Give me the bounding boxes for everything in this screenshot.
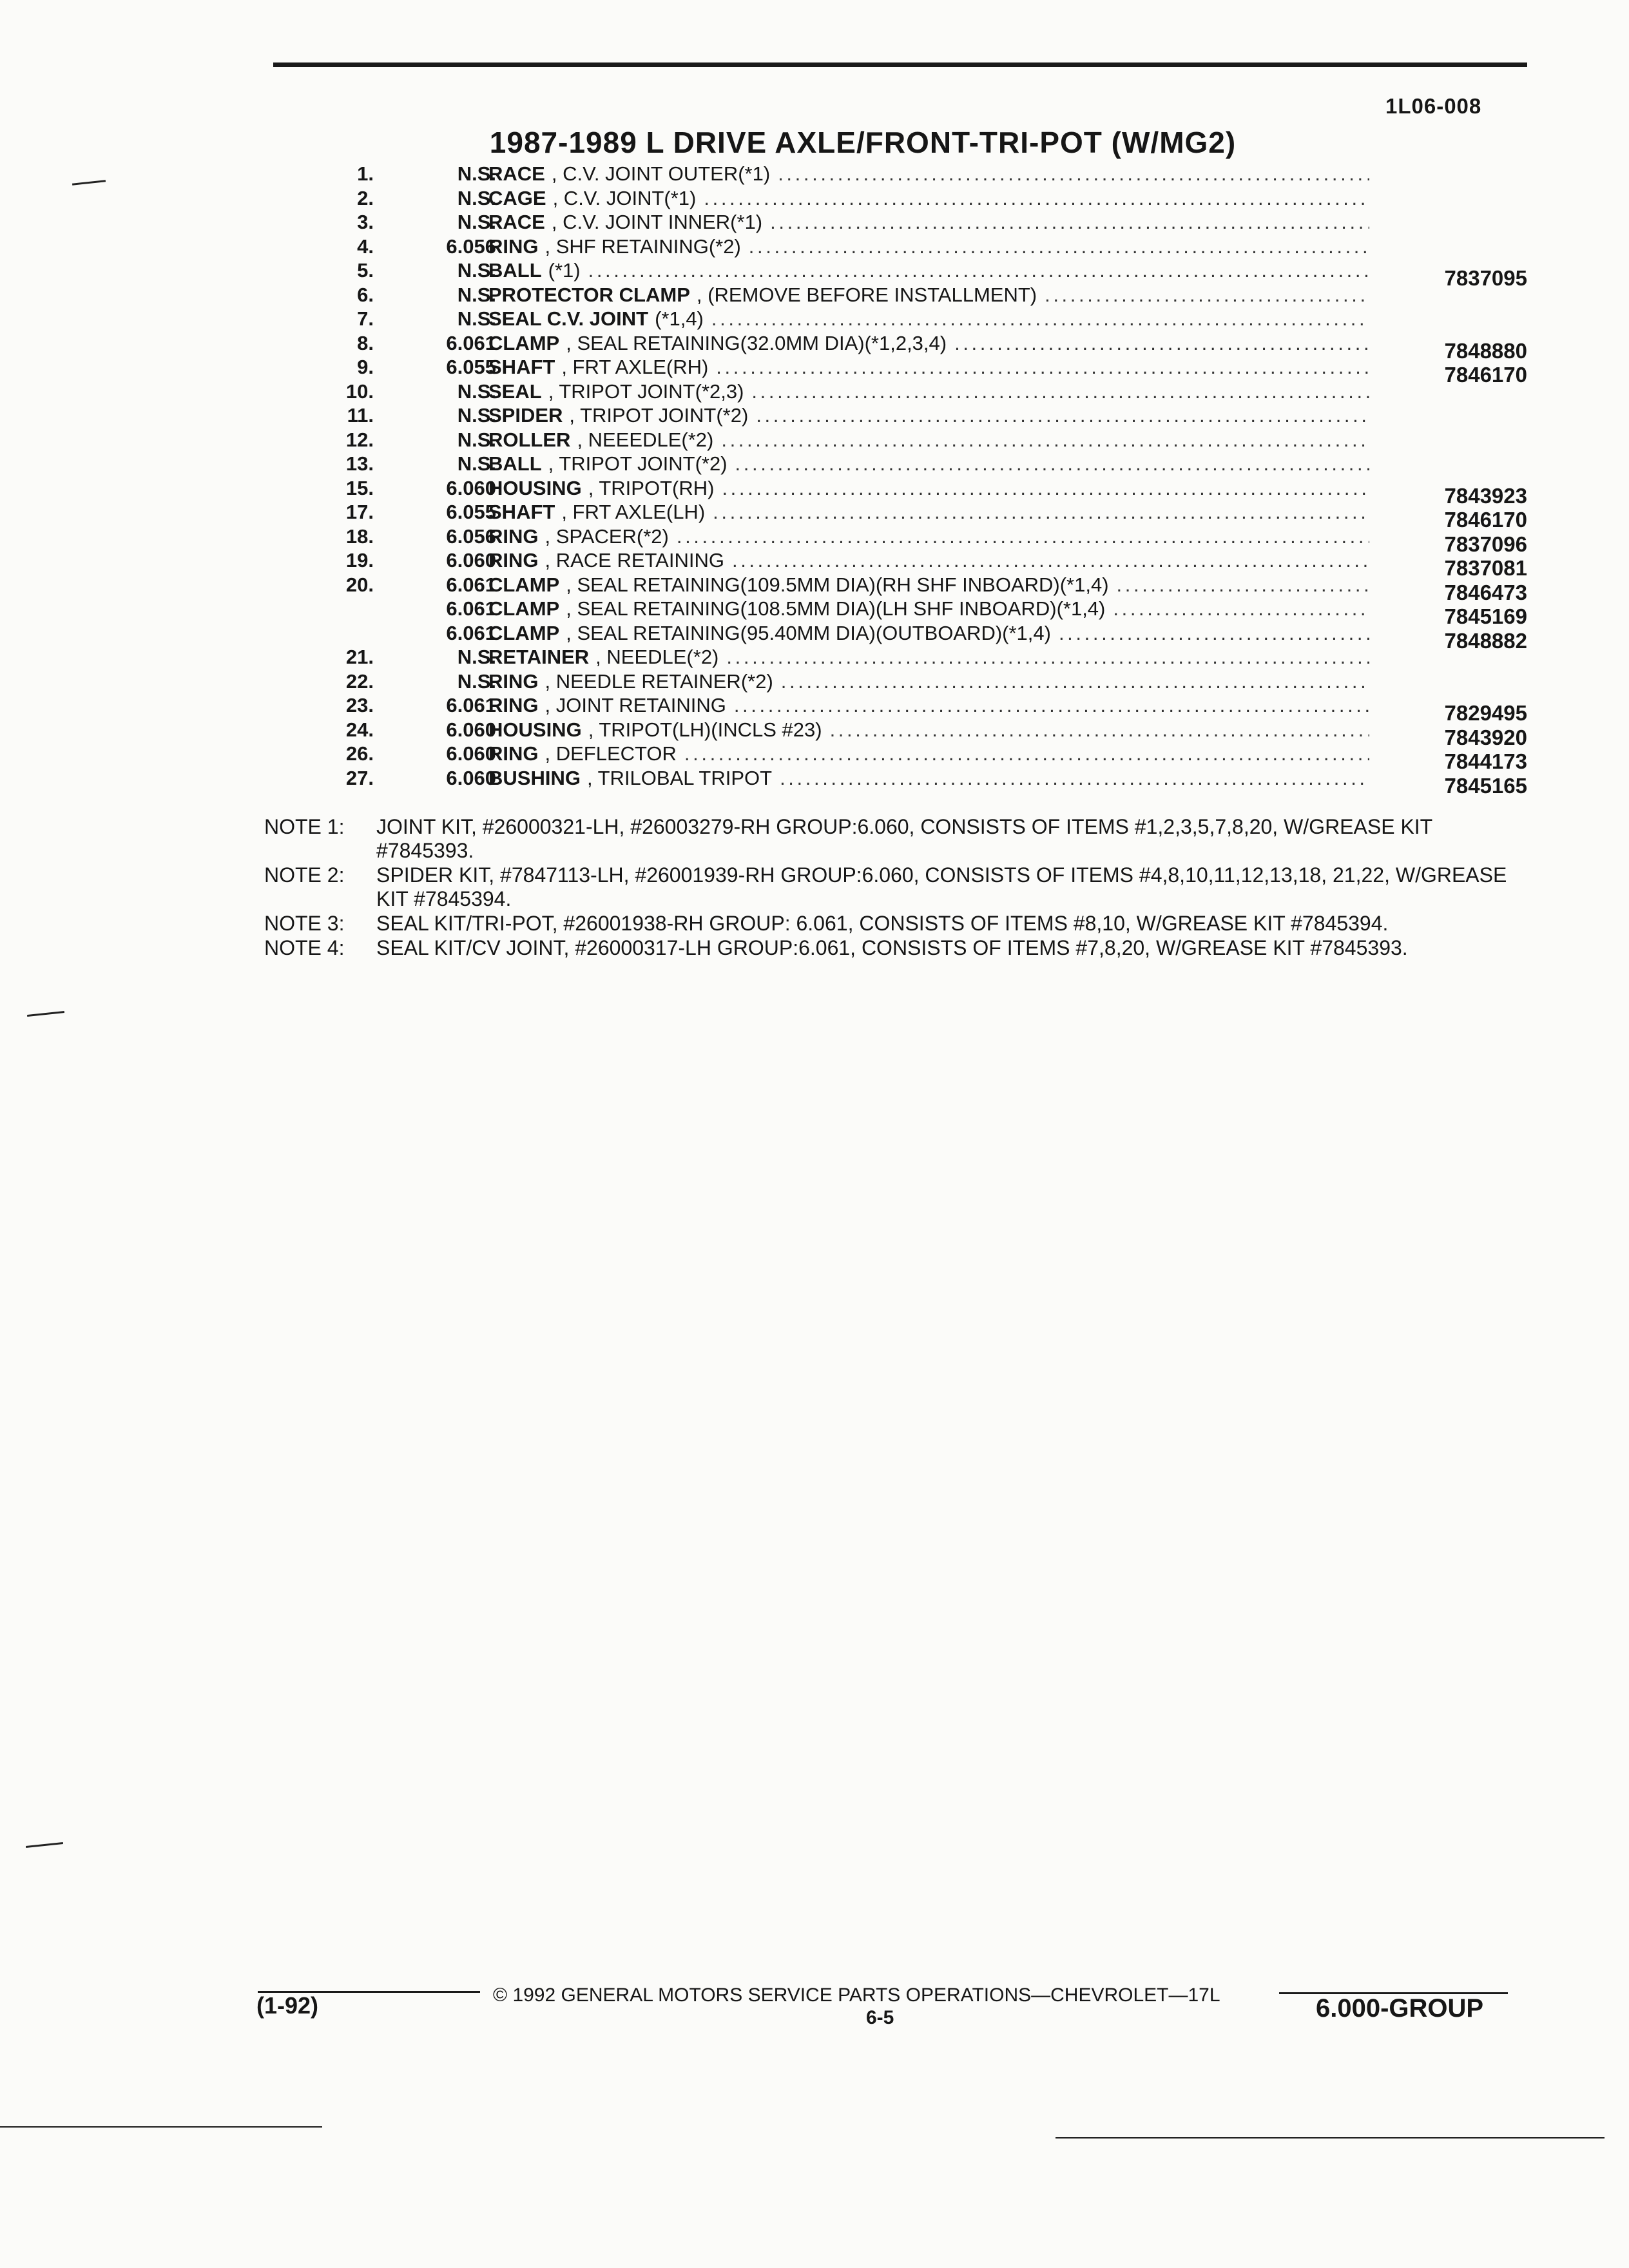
page-number: 6-5	[866, 2007, 894, 2028]
part-description	[488, 356, 1369, 379]
part-row	[284, 382, 1527, 407]
part-detail: , C.V. JOINT OUTER(*1)	[551, 162, 771, 185]
part-row	[284, 766, 1527, 798]
group-number: N.S.	[457, 162, 496, 185]
part-description	[488, 767, 1369, 790]
part-name: RING	[488, 524, 539, 548]
part-description	[488, 694, 1369, 717]
margin-mark	[27, 1011, 64, 1017]
item-number: 27.	[345, 766, 374, 789]
item-number: 17.	[345, 501, 374, 523]
item-number: 23.	[345, 694, 374, 716]
part-detail: , RACE RETAINING	[545, 549, 724, 572]
margin-mark	[72, 180, 106, 185]
part-row	[284, 430, 1527, 455]
part-detail: , SEAL RETAINING(108.5MM DIA)(LH SHF INBOARD)(*1,4)	[566, 597, 1106, 620]
part-name: RETAINER	[488, 646, 590, 668]
leader-dots	[830, 718, 1369, 742]
part-description	[488, 742, 1369, 765]
part-row	[284, 476, 1527, 508]
part-name: CAGE	[488, 186, 546, 209]
part-detail: (*1,4)	[655, 307, 704, 330]
leader-dots	[735, 452, 1369, 476]
part-detail: , SEAL RETAINING(95.40MM DIA)(OUTBOARD)(*1,4)	[566, 621, 1051, 644]
catalog-code: 1L06-008	[1385, 94, 1482, 118]
part-name: SHAFT	[488, 501, 555, 523]
leader-dots	[1045, 284, 1369, 307]
item-number: 10.	[345, 380, 374, 403]
leader-dots	[713, 501, 1369, 524]
part-number: 7837096	[1444, 532, 1527, 556]
part-name: SHAFT	[488, 356, 555, 378]
part-detail: , C.V. JOINT(*1)	[552, 186, 697, 209]
part-number: 7844173	[1444, 749, 1527, 773]
item-number: 9.	[357, 356, 374, 378]
item-number: 20.	[345, 573, 374, 596]
part-number: 7843923	[1444, 483, 1527, 508]
part-name: RING	[488, 235, 539, 258]
scan-edge-rule-right	[1055, 2137, 1605, 2138]
group-number: 6.061	[446, 694, 496, 716]
item-number: 7.	[357, 307, 374, 330]
part-name: CLAMP	[488, 597, 560, 620]
part-detail: , DEFLECTOR	[545, 742, 677, 765]
part-row	[284, 669, 1527, 697]
part-detail: , TRIPOT JOINT(*2,3)	[548, 380, 744, 403]
leader-dots	[726, 646, 1369, 669]
part-row	[284, 309, 1527, 334]
item-number: 1.	[357, 162, 374, 185]
leader-dots	[1059, 622, 1369, 645]
note-label: NOTE 4:	[264, 936, 345, 959]
part-row	[284, 454, 1527, 479]
note-text: SEAL KIT/CV JOINT, #26000317-LH GROUP:6.061, CONSISTS OF ITEMS #7,8,20, W/GREASE KIT #7845393.	[376, 936, 1408, 959]
group-number: 6.060	[446, 476, 496, 499]
leader-dots	[770, 211, 1369, 234]
part-description	[488, 501, 1369, 524]
part-row	[284, 573, 1527, 604]
part-row	[284, 501, 1527, 532]
part-number: 7837095	[1444, 266, 1527, 290]
top-rule	[273, 62, 1527, 67]
note-text: JOINT KIT, #26000321-LH, #26003279-RH GROUP:6.060, CONSISTS OF ITEMS #1,2,3,5,7,8,20, W/GREASE KIT #7845393.	[376, 815, 1432, 862]
part-name: CLAMP	[488, 573, 560, 596]
leader-dots	[732, 549, 1369, 572]
group-number: N.S.	[457, 186, 496, 209]
group-number: 6.060	[446, 742, 496, 765]
item-number: 5.	[357, 259, 374, 282]
part-name: PROTECTOR CLAMP	[488, 283, 690, 306]
part-name: SEAL	[488, 380, 542, 403]
note-text: SPIDER KIT, #7847113-LH, #26001939-RH GROUP:6.060, CONSISTS OF ITEMS #4,8,10,11,12,13,18, 21,22, W/GREASE KIT #7845394.	[376, 863, 1507, 910]
part-name: RING	[488, 694, 539, 716]
part-number: 7846473	[1444, 580, 1527, 604]
page-title: 1987-1989 L DRIVE AXLE/FRONT-TRI-POT (W/MG2)	[489, 126, 1237, 159]
part-row	[284, 597, 1527, 628]
part-detail: , NEEDLE RETAINER(*2)	[545, 669, 773, 693]
notes-section	[264, 815, 1514, 961]
part-description	[488, 622, 1369, 645]
part-number: 7845165	[1444, 773, 1527, 798]
note-item	[264, 815, 1514, 863]
leader-dots	[677, 525, 1369, 548]
part-detail: , FRT AXLE(RH)	[561, 356, 709, 378]
part-detail: , C.V. JOINT INNER(*1)	[551, 211, 763, 233]
part-row	[284, 164, 1527, 189]
item-number: 4.	[357, 235, 374, 258]
part-row	[284, 285, 1527, 310]
part-number: 7845169	[1444, 604, 1527, 628]
group-number: N.S.	[457, 646, 496, 668]
part-detail: , TRIPOT(LH)(INCLS #23)	[588, 718, 822, 741]
note-text: SEAL KIT/TRI-POT, #26001938-RH GROUP: 6.061, CONSISTS OF ITEMS #8,10, W/GREASE KIT #7845394.	[376, 912, 1389, 935]
part-description	[488, 259, 1369, 282]
leader-dots	[778, 162, 1369, 186]
part-number: 7829495	[1444, 701, 1527, 725]
part-name: RACE	[488, 211, 545, 233]
part-detail: , NEEEDLE(*2)	[577, 428, 714, 451]
leader-dots	[954, 332, 1369, 355]
part-name: RING	[488, 669, 539, 693]
part-detail: , SPACER(*2)	[545, 524, 669, 548]
part-name: RING	[488, 742, 539, 765]
part-detail: , NEEDLE(*2)	[595, 646, 719, 668]
part-description	[488, 670, 1369, 693]
item-number: 15.	[345, 476, 374, 499]
part-detail: , TRIPOT JOINT(*2)	[548, 452, 728, 475]
group-number: 6.060	[446, 766, 496, 789]
part-name: RACE	[488, 162, 545, 185]
part-description	[488, 573, 1369, 597]
note-item	[264, 863, 1514, 911]
item-number: 24.	[345, 718, 374, 741]
part-description	[488, 525, 1369, 548]
group-number: 6.061	[446, 573, 496, 596]
part-detail: , JOINT RETAINING	[545, 694, 726, 716]
part-name: HOUSING	[488, 718, 582, 741]
part-description	[488, 477, 1369, 500]
leader-dots	[749, 235, 1369, 258]
part-name: HOUSING	[488, 476, 582, 499]
group-number: 6.055	[446, 501, 496, 523]
part-row	[284, 648, 1527, 672]
part-row	[284, 742, 1527, 773]
item-number: 13.	[345, 452, 374, 475]
part-detail: , (REMOVE BEFORE INSTALLMENT)	[696, 283, 1037, 306]
part-detail: , SEAL RETAINING(32.0MM DIA)(*1,2,3,4)	[566, 331, 947, 354]
part-detail: , SEAL RETAINING(109.5MM DIA)(RH SHF INBOARD)(*1,4)	[566, 573, 1109, 596]
revision-date: (1-92)	[256, 1992, 319, 2019]
part-row	[284, 331, 1527, 363]
leader-dots	[722, 477, 1369, 500]
part-description	[488, 162, 1369, 186]
parts-list	[284, 162, 1527, 798]
note-label: NOTE 2:	[264, 863, 345, 887]
group-number: N.S.	[457, 452, 496, 475]
leader-dots	[751, 380, 1369, 403]
note-item	[264, 912, 1514, 936]
leader-dots	[716, 356, 1369, 379]
group-number: 6.061	[446, 597, 496, 620]
part-row	[284, 718, 1527, 749]
part-number: 7848882	[1444, 628, 1527, 653]
item-number: 8.	[357, 331, 374, 354]
part-description	[488, 380, 1369, 403]
group-number: N.S.	[457, 307, 496, 330]
part-description	[488, 452, 1369, 476]
group-number: 6.060	[446, 549, 496, 572]
copyright-text: © 1992 GENERAL MOTORS SERVICE PARTS OPERATIONS—CHEVROLET—17L	[493, 1984, 1220, 2006]
part-name: ROLLER	[488, 428, 571, 451]
leader-dots	[781, 670, 1369, 693]
leader-dots	[711, 307, 1369, 331]
part-description	[488, 646, 1369, 669]
part-description	[488, 597, 1369, 620]
leader-dots	[704, 187, 1369, 210]
margin-mark	[26, 1842, 63, 1848]
leader-dots	[1113, 597, 1369, 620]
item-number: 21.	[345, 646, 374, 668]
note-item	[264, 936, 1514, 960]
part-row	[284, 259, 1527, 290]
part-description	[488, 549, 1369, 572]
part-number: 7843920	[1444, 725, 1527, 749]
part-name: BALL	[488, 259, 542, 282]
part-description	[488, 235, 1369, 258]
group-number: N.S.	[457, 380, 496, 403]
part-detail: , TRIPOT(RH)	[588, 476, 715, 499]
part-row	[284, 406, 1527, 430]
part-name: CLAMP	[488, 331, 560, 354]
leader-dots	[780, 767, 1369, 790]
part-row	[284, 524, 1527, 556]
group-number: N.S.	[457, 211, 496, 233]
part-name: SPIDER	[488, 404, 563, 427]
part-description	[488, 332, 1369, 355]
part-name: RING	[488, 549, 539, 572]
group-number: 6.060	[446, 718, 496, 741]
part-detail: (*1)	[548, 259, 581, 282]
part-name: BUSHING	[488, 766, 581, 789]
item-number: 18.	[345, 524, 374, 548]
group-number: 6.055	[446, 356, 496, 378]
item-number: 2.	[357, 186, 374, 209]
item-number: 3.	[357, 211, 374, 233]
part-name: BALL	[488, 452, 542, 475]
leader-dots	[756, 404, 1369, 427]
part-row	[284, 356, 1527, 387]
group-number: 6.056	[446, 524, 496, 548]
item-number: 6.	[357, 283, 374, 306]
item-number: 22.	[345, 669, 374, 693]
group-number: 6.056	[446, 235, 496, 258]
part-row	[284, 694, 1527, 725]
part-description	[488, 307, 1369, 331]
group-number: N.S.	[457, 669, 496, 693]
item-number: 19.	[345, 549, 374, 572]
leader-dots	[684, 742, 1369, 765]
part-row	[284, 186, 1527, 213]
part-row	[284, 213, 1527, 237]
part-description	[488, 211, 1369, 234]
part-number: 7848880	[1444, 338, 1527, 363]
group-number: N.S.	[457, 404, 496, 427]
part-row	[284, 621, 1527, 653]
scan-edge-rule-left	[0, 2126, 322, 2128]
group-label: 6.000-GROUP	[1316, 1994, 1484, 2023]
part-description	[488, 404, 1369, 427]
leader-dots	[1117, 573, 1369, 597]
group-number: N.S.	[457, 259, 496, 282]
part-number: 7846170	[1444, 363, 1527, 387]
note-label: NOTE 3:	[264, 912, 345, 935]
part-description	[488, 187, 1369, 210]
part-number: 7837081	[1444, 556, 1527, 580]
part-detail: , FRT AXLE(LH)	[561, 501, 706, 523]
part-detail: , SHF RETAINING(*2)	[545, 235, 741, 258]
part-detail: , TRILOBAL TRIPOT	[586, 766, 773, 789]
leader-dots	[734, 694, 1369, 717]
part-description	[488, 284, 1369, 307]
item-number: 11.	[347, 404, 374, 427]
part-description	[488, 718, 1369, 742]
note-label: NOTE 1:	[264, 815, 345, 838]
item-number: 26.	[345, 742, 374, 765]
leader-dots	[721, 428, 1369, 452]
group-number: 6.061	[446, 331, 496, 354]
item-number: 12.	[345, 428, 374, 451]
group-number: N.S.	[457, 283, 496, 306]
part-row	[284, 237, 1527, 262]
part-name: CLAMP	[488, 621, 560, 644]
group-number: 6.061	[446, 621, 496, 644]
part-name: SEAL C.V. JOINT	[488, 307, 649, 330]
leader-dots	[588, 259, 1369, 282]
part-detail: , TRIPOT JOINT(*2)	[569, 404, 749, 427]
part-number: 7846170	[1444, 508, 1527, 532]
part-row	[284, 549, 1527, 580]
group-number: N.S.	[457, 428, 496, 451]
part-description	[488, 428, 1369, 452]
